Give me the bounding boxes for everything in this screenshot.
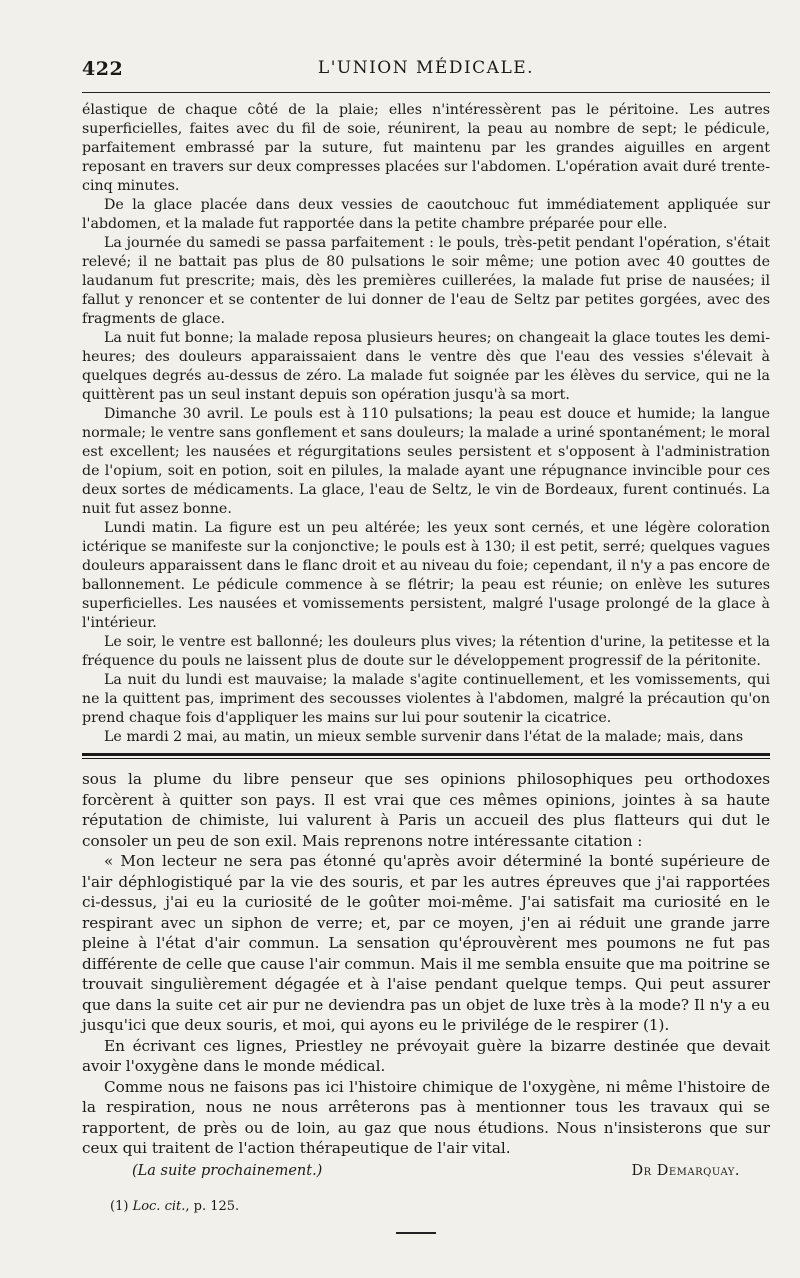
continuation-note: (La suite prochainement.) <box>132 1162 323 1179</box>
feuilleton-column <box>82 769 770 1159</box>
paragraph: sous la plume du libre penseur que ses opinions philosophiques peu orthodoxes forcèrent à quitter son pays. Il est vrai que ces mêmes opinions, jointes à sa haute réputation de chimiste, lui valurent à Paris un accueil des plus flatteurs qui dut le consoler un peu de son exil. Mais reprenons notre intéressante citation : <box>82 770 770 850</box>
footnote <box>82 1199 770 1214</box>
paragraph: Lundi matin. La figure est un peu altérée; les yeux sont cernés, et une légère coloration ictérique se manifeste sur la conjonctive; le pouls est à 130; il est petit, serré; quelques vagues douleurs apparaissent dans le flanc droit et au niveau du foie; cependant, il n'y a pas encore de ballonnement. Le pédicule commence à se flétrir; la peau est réunie; on enlève les sutures superficielles. Les nausées et vomissements persistent, malgré l'usage prolongé de la glace à l'intérieur. <box>82 520 770 631</box>
paragraph: Comme nous ne faisons pas ici l'histoire chimique de l'oxygène, ni même l'histoire de la respiration, nous ne nous arrêterons pas à mentionner tous les travaux qui se rapportent, de près ou de loin, au gaz que nous étudions. Nous n'insisterons que sur ceux qui traitent de l'action thérapeutique de l'air vital. <box>82 1077 770 1157</box>
paragraph: « Mon lecteur ne sera pas étonné qu'après avoir déterminé la bonté supérieure de l'air déphlogistiqué par la vie des souris, et par les autres épreuves que j'ai rapportées ci-dessus, j'ai eu la curiosité de le goûter moi-même. J'ai satisfait ma curiosité en le respirant avec un siphon de verre; et, par ce moyen, j'en ai réduit une grande jarre pleine à l'état d'air commun. La sensation qu'éprouvèrent mes poumons ne fut pas différente de celle que cause l'air commun. Mais il me sembla ensuite que ma poitrine se trouvait singulièrement dégagée et à l'aise pendant quelque temps. Qui peut assurer que dans la suite cet air pur ne deviendra pas un objet de luxe très à la mode? Il n'y a eu jusqu'ici que deux souris, et moi, qui ayons eu le privilége de le respirer (1). <box>82 852 770 1034</box>
page-number: 422 <box>82 58 124 80</box>
running-title: L'UNION MÉDICALE. <box>317 58 535 78</box>
paragraph: Le mardi 2 mai, au matin, un mieux semble survenir dans l'état de la malade; mais, dans <box>104 729 744 745</box>
paragraph: élastique de chaque côté de la plaie; elles n'intéressèrent pas le péritoine. Les autres superficielles, faites avec du fil de soie, réunirent, la peau au nombre de sept; le pédicule, parfaitement embrassé par la suture, fut maintenu par les grandes aiguilles en argent reposant en travers sur deux compresses placées sur l'abdomen. L'opération avait duré trente-cinq minutes. <box>82 102 770 194</box>
signature-line <box>82 1163 770 1185</box>
paragraph: En écrivant ces lignes, Priestley ne prévoyait guère la bizarre destinée que devait avoir l'oxygène dans le monde médical. <box>82 1036 770 1075</box>
bottom-rule <box>396 1232 436 1234</box>
paragraph: Dimanche 30 avril. Le pouls est à 110 pulsations; la peau est douce et humide; la langue normale; le ventre sans gonflement et sans douleurs; la malade a uriné spontanément; le moral est excellent; les nausées et régurgitations seules persistent et s'opposent à l'administration de l'opium, soit en potion, soit en pilules, la malade ayant une répugnance invincible pour ces deux sortes de médicaments. La glace, l'eau de Seltz, le vin de Bordeaux, furent continués. La nuit fut assez bonne. <box>82 406 770 517</box>
author-signature: Dr Demarquay. <box>631 1162 740 1179</box>
page-header <box>82 52 770 86</box>
header-rule <box>82 92 770 93</box>
feuilleton-separator <box>82 753 770 759</box>
paragraph: La journée du samedi se passa parfaitement : le pouls, très-petit pendant l'opération, s'était relevé; il ne battait pas plus de 80 pulsations le soir même; une potion avec 40 gouttes de laudanum fut prescrite; mais, dès les premières cuillerées, la malade fut prise de nausées; il fallut y renoncer et se contenter de lui donner de l'eau de Seltz par petites gorgées, avec des fragments de glace. <box>82 235 770 327</box>
paragraph: La nuit du lundi est mauvaise; la malade s'agite continuellement, et les vomissements, qui ne la quittent pas, impriment des secousses violentes à l'abdomen, malgré la précaution qu'on prend chaque fois d'appliquer les mains sur lui pour soutenir la cicatrice. <box>82 672 770 726</box>
paragraph: La nuit fut bonne; la malade reposa plusieurs heures; on changeait la glace toutes les demi-heures; des douleurs apparaissaient dans le ventre dès que l'eau des vessies s'élevait à quelques degrés au-dessus de zéro. La malade fut soignée par les élèves du service, qui ne la quittèrent pas un seul instant depuis son opération jusqu'à sa mort. <box>82 330 770 403</box>
clinical-case-column <box>82 101 770 747</box>
paragraph: Le soir, le ventre est ballonné; les douleurs plus vives; la rétention d'urine, la petitesse et la fréquence du pouls ne laissent plus de doute sur le développement progressif de la péritonite. <box>82 634 770 669</box>
paragraph: De la glace placée dans deux vessies de caoutchouc fut immédiatement appliquée sur l'abdomen, et la malade fut rapportée dans la petite chambre préparée pour elle. <box>82 197 770 232</box>
footnote-page: , p. 125. <box>185 1198 240 1214</box>
footnote-marker: (1) <box>110 1198 129 1214</box>
footnote-reference: Loc. cit. <box>132 1198 186 1214</box>
